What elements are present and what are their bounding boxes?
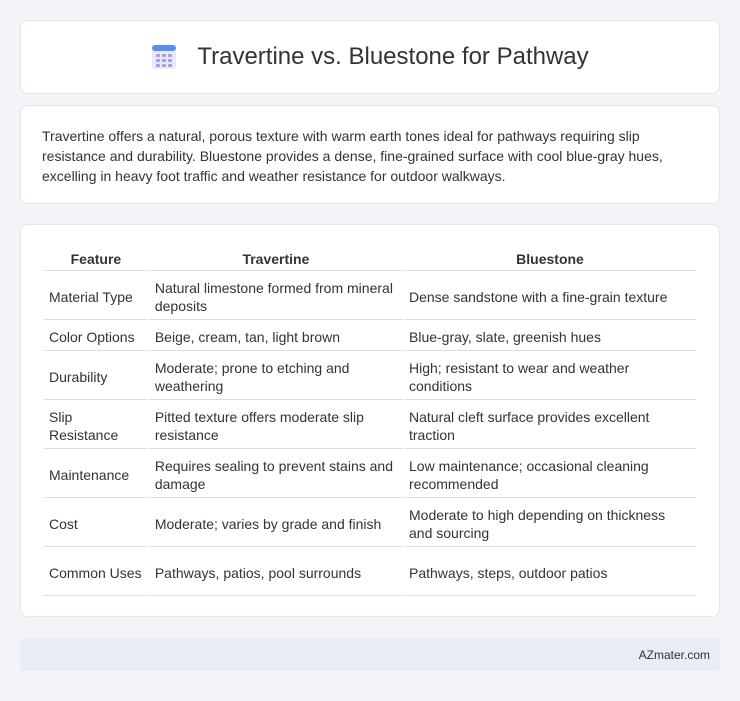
- table-row: [44, 549, 696, 596]
- intro-card: [20, 105, 720, 204]
- travertine-cell: Pathways, patios, pool surrounds: [150, 549, 402, 596]
- table-row: [44, 322, 696, 351]
- header-feature: Feature: [44, 247, 148, 271]
- table-row: [44, 402, 696, 449]
- travertine-cell: Requires sealing to prevent stains and damage: [150, 451, 402, 498]
- table-row: [44, 451, 696, 498]
- table-row: [44, 353, 696, 400]
- feature-cell: Cost: [44, 500, 148, 547]
- bluestone-cell: Blue-gray, slate, greenish hues: [404, 322, 696, 351]
- travertine-cell: Beige, cream, tan, light brown: [150, 322, 402, 351]
- bluestone-cell: Moderate to high depending on thickness and sourcing: [404, 500, 696, 547]
- intro-text: Travertine offers a natural, porous texture with warm earth tones ideal for pathways requiring slip resistance and durability. Bluestone provides a dense, fine-grained surface with cool blue-gray hues, excelling in heavy foot traffic and weather resistance for outdoor walkways.: [42, 128, 663, 184]
- bluestone-cell: Natural cleft surface provides excellent traction: [404, 402, 696, 449]
- travertine-cell: Natural limestone formed from mineral deposits: [150, 273, 402, 320]
- bluestone-cell: High; resistant to wear and weather conditions: [404, 353, 696, 400]
- footer-bar: [20, 638, 720, 671]
- footer-brand[interactable]: AZmater.com: [638, 647, 710, 662]
- comparison-table: [42, 245, 698, 598]
- header-bluestone: Bluestone: [404, 247, 696, 271]
- page-title: Travertine vs. Bluestone for Pathway: [197, 43, 589, 70]
- feature-cell: Slip Resistance: [44, 402, 148, 449]
- travertine-cell: Pitted texture offers moderate slip resistance: [150, 402, 402, 449]
- feature-cell: Material Type: [44, 273, 148, 320]
- travertine-cell: Moderate; varies by grade and finish: [150, 500, 402, 547]
- bluestone-cell: Pathways, steps, outdoor patios: [404, 549, 696, 596]
- table-row: [44, 500, 696, 547]
- table-row: [44, 273, 696, 320]
- bluestone-cell: Low maintenance; occasional cleaning recommended: [404, 451, 696, 498]
- bluestone-cell: Dense sandstone with a fine-grain texture: [404, 273, 696, 320]
- travertine-cell: Moderate; prone to etching and weathering: [150, 353, 402, 400]
- feature-cell: Maintenance: [44, 451, 148, 498]
- feature-cell: Color Options: [44, 322, 148, 351]
- header-travertine: Travertine: [150, 247, 402, 271]
- table-header-row: [44, 247, 696, 271]
- feature-cell: Durability: [44, 353, 148, 400]
- feature-cell: Common Uses: [44, 549, 148, 596]
- table-icon: [151, 44, 177, 70]
- title-card: [20, 20, 720, 94]
- comparison-card: [20, 224, 720, 617]
